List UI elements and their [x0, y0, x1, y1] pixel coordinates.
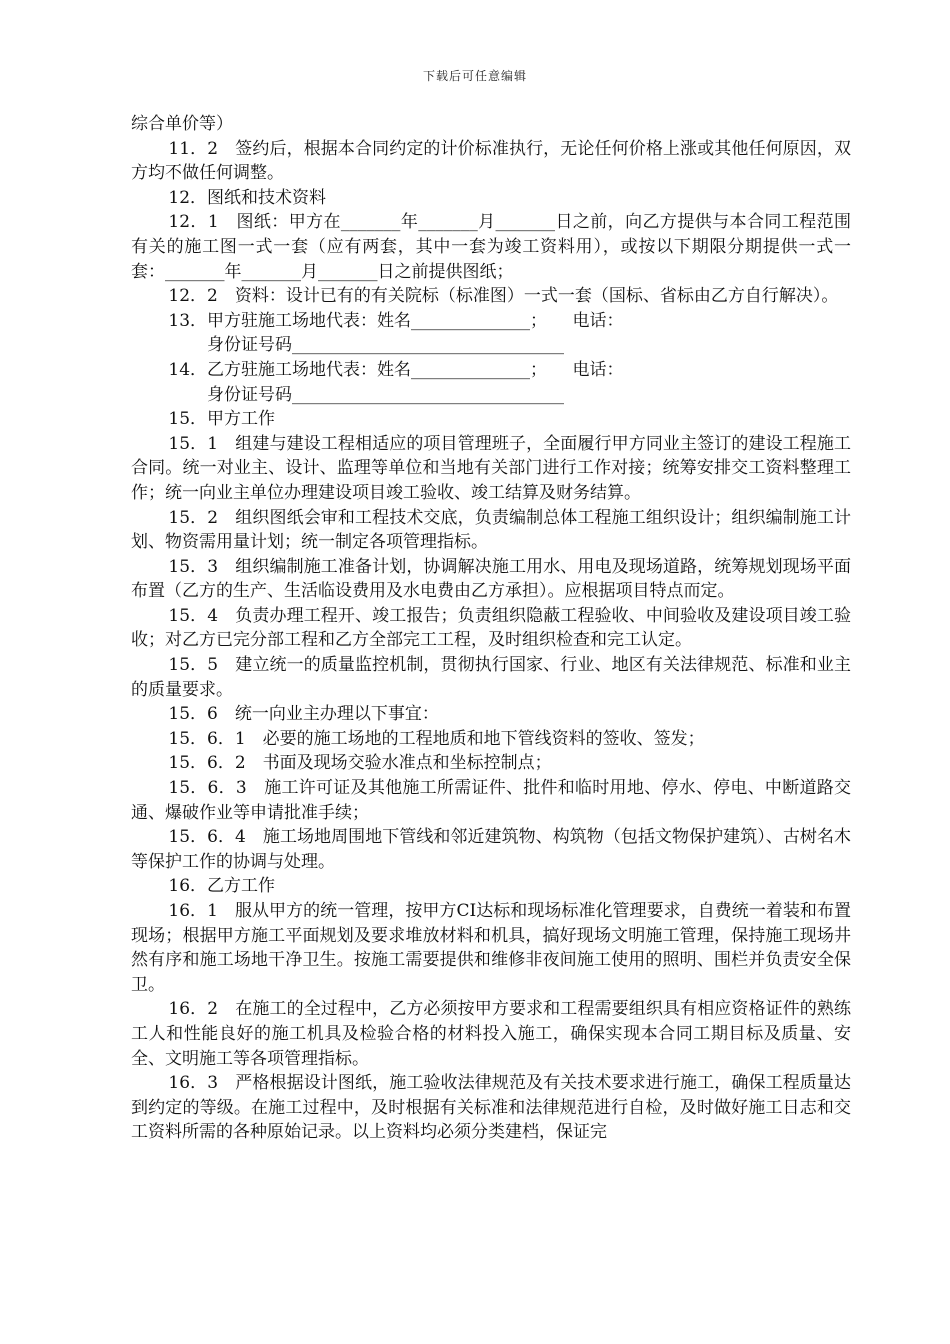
clause-15-1: 15．1 组建与建设工程相适应的项目管理班子，全面履行甲方同业主签订的建设工程施工合同。统一对业主、设计、监理等单位和当地有关部门进行工作对接；统筹安排交工资料整理工作；统一向业主单位办理建设项目竣工验收、竣工结算及财务结算。	[131, 433, 851, 503]
contract-body	[131, 112, 851, 1145]
clause-16-2: 16．2 在施工的全过程中，乙方必须按甲方要求和工程需要组织具有相应资格证件的熟练工人和性能良好的施工机具及检验合格的材料投入施工，确保实现本合同工期目标及质量、安全、文明施工等各项管理指标。	[131, 999, 851, 1069]
clause-16-1: 16．1 服从甲方的统一管理，按甲方CI达标和现场标准化管理要求，自费统一着装和布置现场；根据甲方施工平面规划及要求堆放材料和机具，搞好现场文明施工管理，保持施工现场井然有序和施工场地干净卫生。按施工需要提供和维修非夜间施工使用的照明、围栏并负责安全保卫。	[131, 901, 851, 995]
clause-13-party-a-rep: 13．甲方驻施工场地代表：姓名______________； 电话：	[168, 310, 624, 331]
clause-12-2: 12．2 资料：设计已有的有关院标（标准图）一式一套（国标、省标由乙方自行解决）。	[168, 286, 839, 307]
clause-15-6-3: 15．6．3 施工许可证及其他施工所需证件、批件和临时用地、停水、停电、中断道路交通、爆破作业等申请批准手续；	[131, 778, 851, 823]
page-header-note: 下载后可任意编辑	[422, 69, 527, 83]
clause-15-4: 15．4 负责办理工程开、竣工报告；负责组织隐蔽工程验收、中间验收及建设项目竣工验收；对乙方已完分部工程和乙方全部完工工程，及时组织检查和完工认定。	[131, 605, 851, 651]
clause-13-id-number: 身份证号码________________________________	[207, 335, 564, 356]
clause-15-2: 15．2 组织图纸会审和工程技术交底，负责编制总体工程施工组织设计；组织编制施工计划、物资需用量计划；统一制定各项管理指标。	[131, 507, 851, 553]
clause-15-6: 15．6 统一向业主办理以下事宜：	[168, 704, 439, 725]
clause-15-5: 15．5 建立统一的质量监控机制，贯彻执行国家、行业、地区有关法律规范、标准和业主的质量要求。	[131, 655, 851, 700]
heading-15: 15．甲方工作	[168, 409, 276, 430]
clause-15-6-4: 15．6．4 施工场地周围地下管线和邻近建筑物、构筑物（包括文物保护建筑）、古树名木等保护工作的协调与处理。	[131, 827, 851, 872]
clause-14-id-number: 身份证号码________________________________	[207, 384, 564, 405]
clause-15-3: 15．3 组织编制施工准备计划，协调解决施工用水、用电及现场道路，统筹规划现场平面布置（乙方的生产、生活临设费用及水电费由乙方承担）。应根据项目特点而定。	[131, 556, 851, 602]
heading-12: 12．图纸和技术资料	[168, 187, 327, 208]
clause-15-6-1: 15．6．1 必要的施工场地的工程地质和地下管线资料的签收、签发；	[168, 728, 705, 749]
heading-16: 16．乙方工作	[168, 876, 276, 897]
clause-12-1: 12．1 图纸：甲方在_______年_______月_______日之前，向乙方提供与本合同工程范围有关的施工图一式一套（应有两套，其中一套为竣工资料用），或按以下期限分期提供一式一套：_______年_______月_______日之前提供图纸；	[131, 212, 851, 282]
paragraph-continuation: 综合单价等）	[131, 114, 233, 134]
clause-14-party-b-rep: 14．乙方驻施工场地代表：姓名______________； 电话：	[168, 359, 624, 380]
clause-16-3: 16．3 严格根据设计图纸，施工验收法律规范及有关技术要求进行施工，确保工程质量达到约定的等级。在施工过程中，及时根据有关标准和法律规范进行自检，及时做好施工日志和交工资料所需的各种原始记录。以上资料均必须分类建档，保证完	[131, 1073, 851, 1143]
clause-11-2: 11．2 签约后，根据本合同约定的计价标准执行，无论任何价格上涨或其他任何原因，双方均不做任何调整。	[131, 138, 851, 184]
clause-15-6-2: 15．6．2 书面及现场交验水准点和坐标控制点；	[168, 753, 552, 774]
